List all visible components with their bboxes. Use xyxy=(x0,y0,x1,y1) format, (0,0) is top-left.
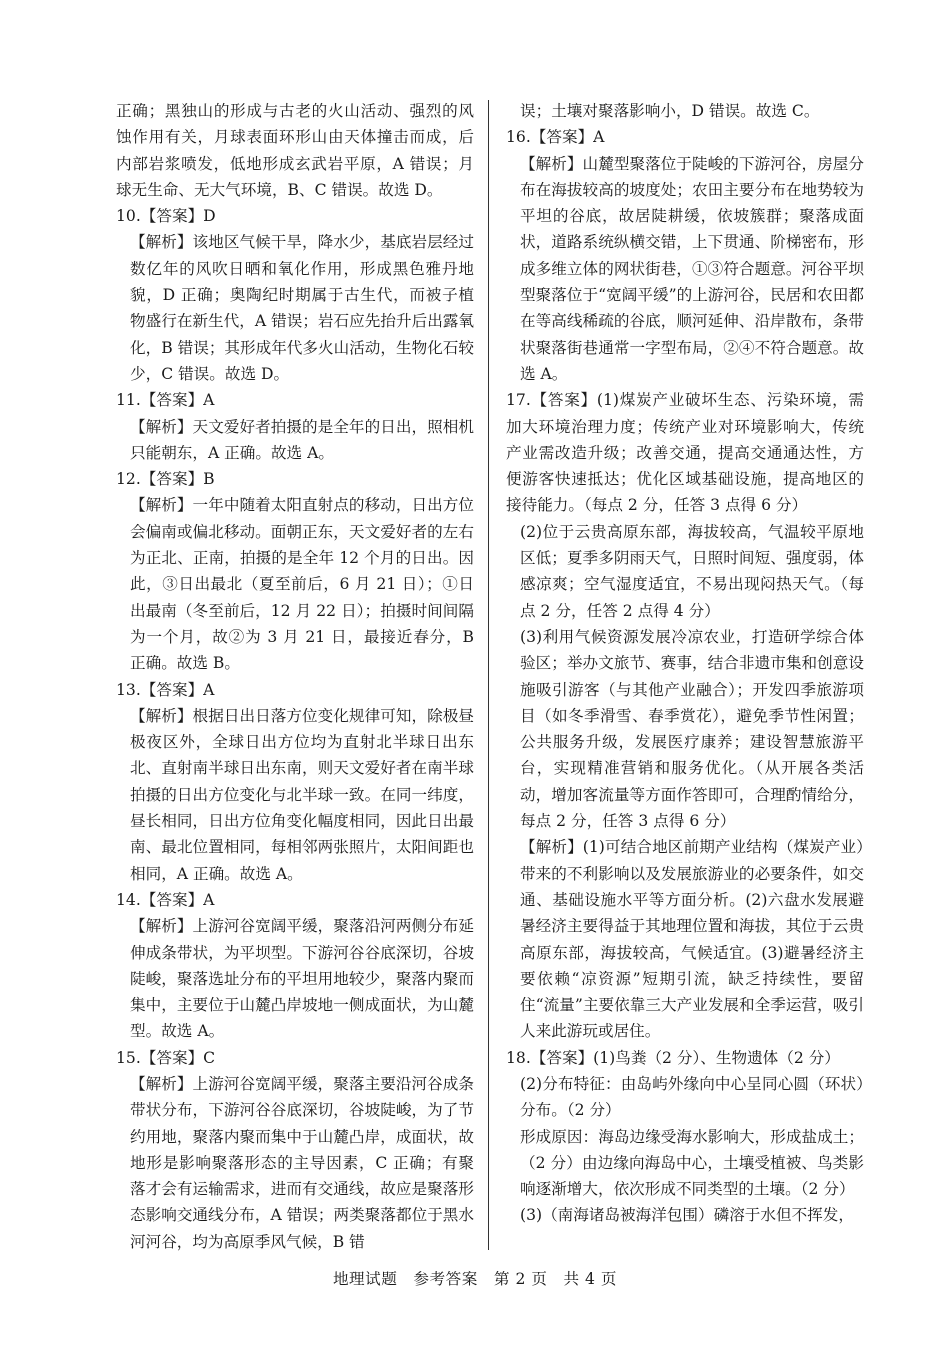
q12-analysis: 【解析】一年中随着太阳直射点的移动，日出方位会偏南或偏北移动。面朝正东，天文爱好者的左右为正北、正南，拍摄的是全年 12 个月的日出。因此，③日出最北（夏至前后，6 月 21 日）；①日出最南（冬至前后，12 月 22 日）；拍摄时间间隔为一个月，故②为 3 月 21 日，最接近春分，B 正确。故选 B。 xyxy=(130,496,474,673)
q16-analysis: 【解析】山麓型聚落位于陡峻的下游河谷，房屋分布在海拔较高的坡度处；农田主要分布在地势较为平坦的谷底，故居陡耕缓，依坡簇群；聚落成面状，道路系统纵横交错，上下贯通、阶梯密布，形成多维立体的网状街巷，①③符合题意。河谷平坝型聚落位于“宽阔平缓”的上游河谷，民居和农田都在等高线稀疏的谷底，顺河延伸、沿岸散布，条带状聚落街巷通常一字型布局，②④不符合题意。故选 A。 xyxy=(520,154,864,383)
q14-analysis: 【解析】上游河谷宽阔平缓，聚落沿河两侧分布延伸成条带状，为平坝型。下游河谷谷底深切，谷坡陡峻，聚落选址分布的平坦用地较少，聚落内聚而集中，主要位于山麓凸岸坡地一侧成面状，为山麓型。故选 A。 xyxy=(130,917,474,1041)
q18-answer-part1: 18.【答案】(1)鸟粪（2 分）、生物遗体（2 分） xyxy=(506,1048,840,1067)
q18-answer-part2: (2)分布特征：由岛屿外缘向中心呈同心圆（环状）分布。（2 分） xyxy=(520,1074,864,1120)
q10-analysis: 【解析】该地区气候干旱，降水少，基底岩层经过数亿年的风吹日晒和氧化作用，形成黑色雅丹地貌，D 正确；奥陶纪时期属于古生代，而被子植物盛行在新生代，A 错误；岩石应先抬升后出露氧化，B 错误；其形成年代多火山活动，生物化石较少，C 错误。故选 D。 xyxy=(130,233,474,383)
q10-answer-heading: 10.【答案】D xyxy=(116,207,216,226)
q9-answer-continuation: 正确；黑独山的形成与古老的火山活动、强烈的风蚀作用有关，月球表面环形山由天体撞击而成，后内部岩浆喷发，低地形成玄武岩平原，A 错误；月球无生命、无大气环境，B、C 错误。故选 D。 xyxy=(116,102,474,199)
q13-analysis: 【解析】根据日出日落方位变化规律可知，除极昼极夜区外，全球日出方位均为直射北半球日出东北、直射南半球日出东南，则天文爱好者在南半球拍摄的日出方位变化与北半球一致。在同一纬度，昼长相同，日出方位角变化幅度相同，因此日出最南、最北位置相同，每相邻两张照片，太阳间距也相同，A 正确。故选 A。 xyxy=(130,706,474,883)
right-column xyxy=(506,98,864,1229)
column-divider xyxy=(488,100,489,1250)
q13-answer-heading: 13.【答案】A xyxy=(116,680,215,699)
q15-answer-heading: 15.【答案】C xyxy=(116,1048,216,1067)
page-footer: 地理试题 参考答案 第 2 页 共 4 页 xyxy=(332,1270,618,1288)
q16-answer-heading: 16.【答案】A xyxy=(506,128,605,147)
q11-answer-heading: 11.【答案】A xyxy=(116,391,215,410)
q11-analysis: 【解析】天文爱好者拍摄的是全年的日出，照相机只能朝东，A 正确。故选 A。 xyxy=(130,417,474,462)
q14-answer-heading: 14.【答案】A xyxy=(116,890,215,909)
q15-analysis-continuation: 误；土壤对聚落影响小，D 错误。故选 C。 xyxy=(520,102,820,120)
q12-answer-heading: 12.【答案】B xyxy=(116,470,215,489)
q17-analysis: 【解析】(1)可结合地区前期产业结构（煤炭产业）带来的不利影响以及发展旅游业的必要条件，如交通、基础设施水平等方面分析。(2)六盘水发展避暑经济主要得益于其地理位置和海拔，其位于云贵高原东部，海拔较高，气候适宜。(3)避暑经济主要依赖“凉资源”短期引流，缺乏持续性，要留住“流量”主要依靠三大产业发展和全季运营，吸引人来此游玩或居住。 xyxy=(520,838,864,1041)
left-column xyxy=(116,98,474,1255)
q17-answer-part1: 17.【答案】(1)煤炭产业破坏生态、污染环境，需加大环境治理力度；传统产业对环境影响大，传统产业需改造升级；改善交通，提高交通通达性，方便游客快速抵达；优化区域基础设施，提高地区的接待能力。（每点 2 分，任答 3 点得 6 分） xyxy=(506,391,864,515)
q15-analysis: 【解析】上游河谷宽阔平缓，聚落主要沿河谷成条带状分布，下游河谷谷底深切，谷坡陡峻，为了节约用地，聚落内聚而集中于山麓凸岸，成面状，故地形是影响聚落形态的主导因素，C 正确；有聚落才会有运输需求，进而有交通线，故应是聚落形态影响交通线分布，A 错误；两类聚落都位于黑水河河谷，均为高原季风气候，B 错 xyxy=(130,1074,474,1251)
q17-answer-part3: (3)利用气候资源发展冷凉农业，打造研学综合体验区；举办文旅节、赛事，结合非遗市集和创意设施吸引游客（与其他产业融合）；开发四季旅游项目（如冬季滑雪、春季赏花），避免季节性闲置；公共服务升级，发展医疗康养；建设智慧旅游平台，实现精准营销和服务优化。（从开展各类活动，增加客流量等方面作答即可，合理酌情给分，每点 2 分，任答 3 点得 6 分） xyxy=(520,627,864,831)
q18-answer-part3: (3)（南海诸岛被海洋包围）磷溶于水但不挥发， xyxy=(520,1206,854,1225)
q17-answer-part2: (2)位于云贵高原东部，海拔较高，气温较平原地区低；夏季多阴雨天气，日照时间短、强度弱，体感凉爽；空气湿度适宜，不易出现闷热天气。（每点 2 分，任答 2 点得 4 分） xyxy=(520,522,864,620)
q18-formation-cause: 形成原因：海岛边缘受海水影响大，形成盐成土；（2 分）由边缘向海岛中心，土壤受植被、鸟类影响逐渐增大，依次形成不同类型的土壤。（2 分） xyxy=(520,1127,864,1199)
